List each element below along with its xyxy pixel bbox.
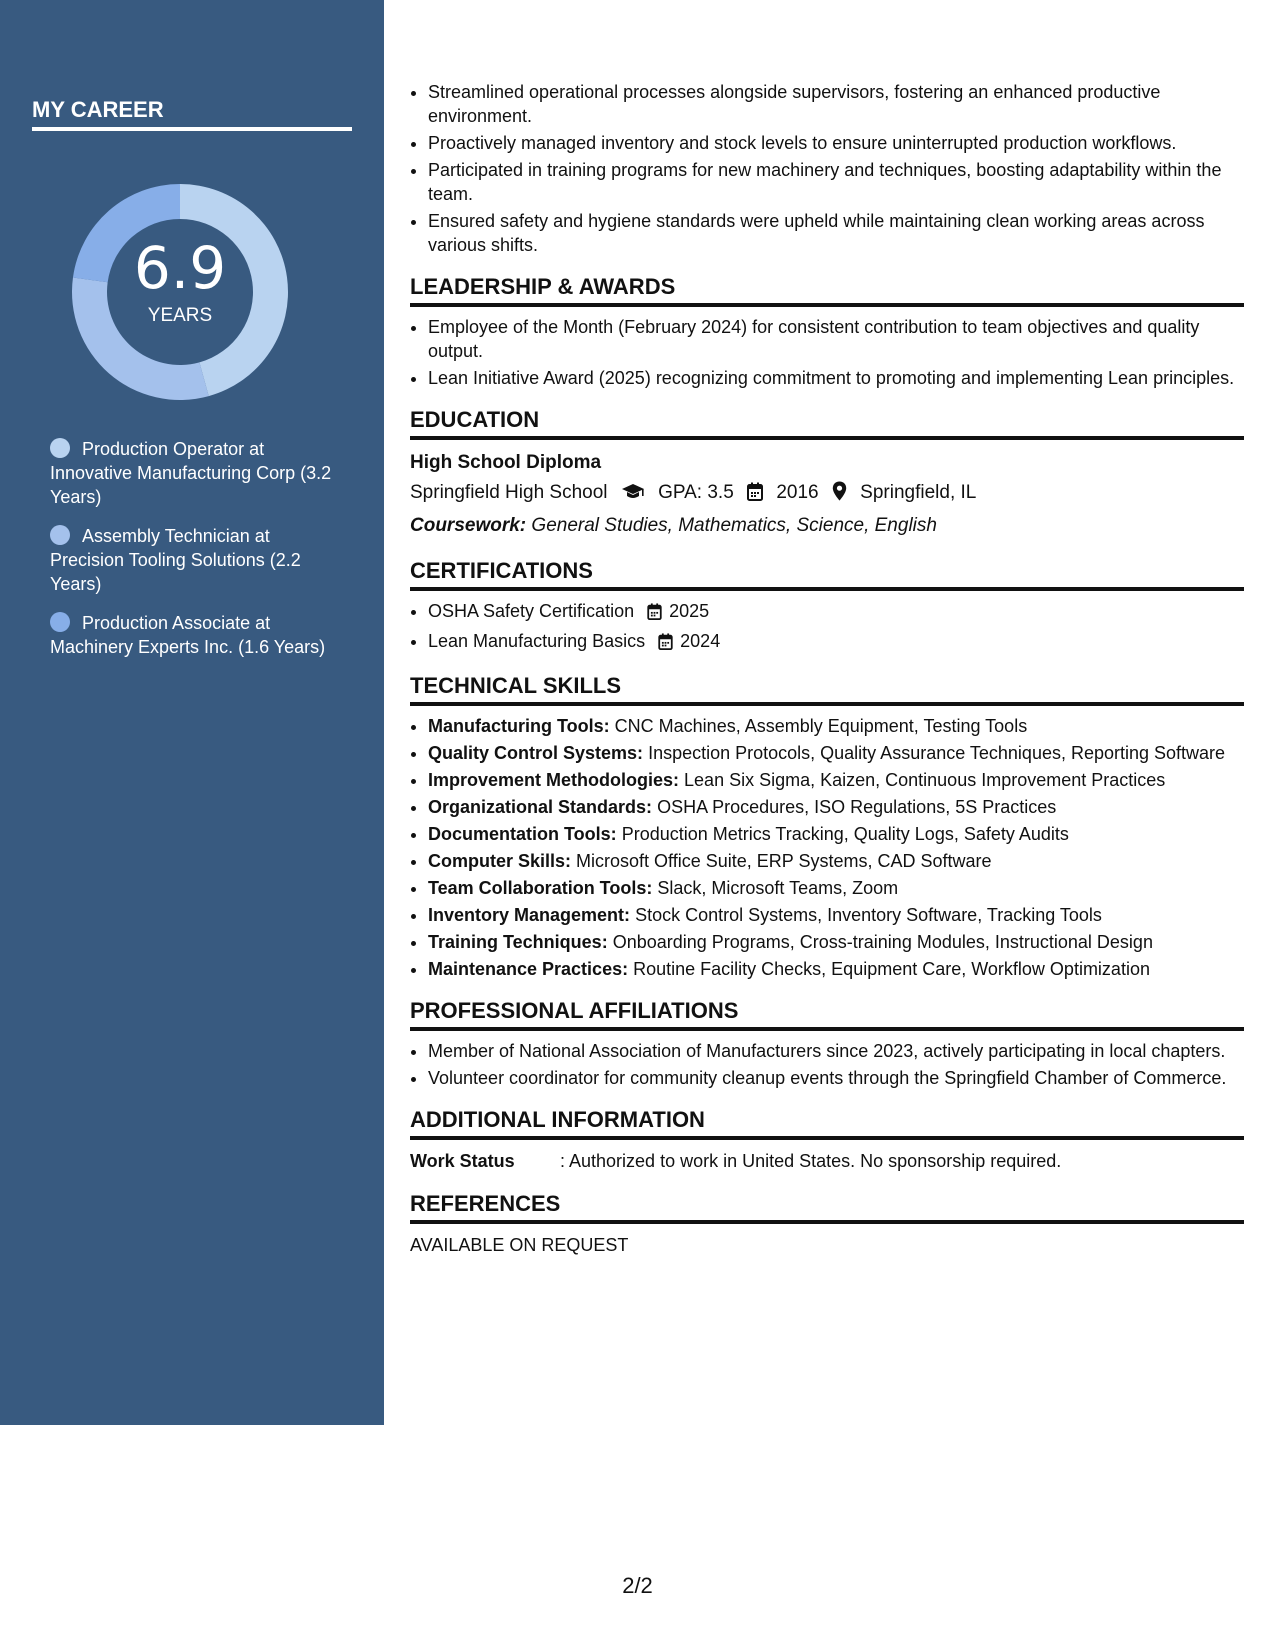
career-item xyxy=(50,524,340,596)
calendar-icon xyxy=(747,481,763,511)
skill-item xyxy=(428,714,1244,738)
affiliations-title: PROFESSIONAL AFFILIATIONS xyxy=(410,997,1244,1031)
certifications-title: CERTIFICATIONS xyxy=(410,557,1244,591)
certification-name: OSHA Safety Certification xyxy=(428,601,635,621)
skill-item xyxy=(428,822,1244,846)
references-text: AVAILABLE ON REQUEST xyxy=(410,1235,629,1255)
experience-bullet: • Participated in training programs for new machinery and techniques, boosting adaptability within the team. xyxy=(428,158,1244,206)
graduation-cap-icon xyxy=(621,481,645,511)
skill-label: Team Collaboration Tools: xyxy=(428,878,653,898)
skill-item xyxy=(428,903,1244,927)
skill-label: Computer Skills: xyxy=(428,851,572,871)
skill-item xyxy=(428,849,1244,873)
career-item-text: Production Associate at Machinery Experts Inc. (1.6 Years) xyxy=(50,613,326,657)
location-pin-icon xyxy=(832,481,847,511)
skills-title: TECHNICAL SKILLS xyxy=(410,672,1244,706)
skill-value: Onboarding Programs, Cross-training Modules, Instructional Design xyxy=(612,932,1153,952)
skill-label: Documentation Tools: xyxy=(428,824,617,844)
skill-label: Inventory Management: xyxy=(428,905,631,925)
skill-value: Slack, Microsoft Teams, Zoom xyxy=(657,878,899,898)
leadership-list xyxy=(410,315,1244,390)
affiliations-list xyxy=(410,1039,1244,1090)
certification-name: Lean Manufacturing Basics xyxy=(428,631,646,651)
education-coursework xyxy=(410,511,1244,541)
certifications-list xyxy=(410,599,1244,656)
career-item xyxy=(50,611,340,659)
skill-label: Manufacturing Tools: xyxy=(428,716,610,736)
education-year: 2016 xyxy=(776,482,819,503)
sidebar xyxy=(0,0,384,1425)
skill-value: Lean Six Sigma, Kaizen, Continuous Improvement Practices xyxy=(684,770,1166,790)
work-status-label: Work Status xyxy=(410,1151,515,1171)
calendar-icon xyxy=(647,602,662,626)
skill-value: Stock Control Systems, Inventory Software, Tracking Tools xyxy=(635,905,1102,925)
certification-year: 2025 xyxy=(669,601,710,621)
skill-item xyxy=(428,741,1244,765)
experience-bullet: • Ensured safety and hygiene standards were upheld while maintaining clean working areas across various shifts. xyxy=(428,209,1244,257)
education-title: EDUCATION xyxy=(410,406,1244,440)
skill-label: Training Techniques: xyxy=(428,932,608,952)
career-item-text: Assembly Technician at Precision Tooling Solutions (2.2 Years) xyxy=(50,526,301,594)
career-item-text: Production Operator at Innovative Manufacturing Corp (3.2 Years) xyxy=(50,439,332,507)
certification-item xyxy=(428,629,1244,656)
education-location: Springfield, IL xyxy=(860,482,977,503)
calendar-icon xyxy=(658,632,673,656)
experience-bullet: • Streamlined operational processes alongside supervisors, fostering an enhanced productive environment. xyxy=(428,80,1244,128)
career-title: MY CAREER xyxy=(32,97,352,131)
education-degree: High School Diploma xyxy=(410,452,602,473)
work-status-row xyxy=(410,1148,1244,1174)
leadership-item: • Lean Initiative Award (2025) recognizing commitment to promoting and implementing Lean principles. xyxy=(428,366,1244,390)
leadership-title: LEADERSHIP & AWARDS xyxy=(410,273,1244,307)
total-years-value: 6.9 xyxy=(133,234,227,302)
leadership-item: • Employee of the Month (February 2024) for consistent contribution to team objectives and quality output. xyxy=(428,315,1244,363)
skill-value: Microsoft Office Suite, ERP Systems, CAD Software xyxy=(576,851,992,871)
skill-label: Improvement Methodologies: xyxy=(428,770,680,790)
page-number: 2/2 xyxy=(622,1573,653,1598)
work-status-value: : Authorized to work in United States. No sponsorship required. xyxy=(560,1151,1062,1171)
main-content xyxy=(410,80,1244,1258)
experience-bullets xyxy=(410,80,1244,257)
certification-item xyxy=(428,599,1244,626)
skill-value: CNC Machines, Assembly Equipment, Testing Tools xyxy=(614,716,1028,736)
coursework-label: Coursework: xyxy=(410,515,527,536)
skill-item xyxy=(428,957,1244,981)
total-years-label: YEARS xyxy=(147,305,213,326)
skill-item xyxy=(428,930,1244,954)
skills-list xyxy=(410,714,1244,981)
references-title: REFERENCES xyxy=(410,1190,1244,1224)
legend-dot xyxy=(50,438,70,458)
career-list xyxy=(50,437,340,674)
skill-label: Organizational Standards: xyxy=(428,797,653,817)
skill-value: OSHA Procedures, ISO Regulations, 5S Practices xyxy=(657,797,1057,817)
legend-dot xyxy=(50,612,70,632)
skill-value: Routine Facility Checks, Equipment Care, Workflow Optimization xyxy=(633,959,1150,979)
skill-item xyxy=(428,768,1244,792)
career-item xyxy=(50,437,340,509)
skill-label: Quality Control Systems: xyxy=(428,743,644,763)
experience-bullet: • Proactively managed inventory and stock levels to ensure uninterrupted production workflows. xyxy=(428,131,1244,155)
education-gpa: GPA: 3.5 xyxy=(658,482,734,503)
skill-label: Maintenance Practices: xyxy=(428,959,629,979)
education-school: Springfield High School xyxy=(410,482,608,503)
certification-year: 2024 xyxy=(680,631,721,651)
skill-item xyxy=(428,795,1244,819)
additional-info-title: ADDITIONAL INFORMATION xyxy=(410,1106,1244,1140)
affiliation-item: • Member of National Association of Manufacturers since 2023, actively participating in local chapters. xyxy=(428,1039,1244,1063)
education-details xyxy=(410,478,1244,511)
coursework-value: General Studies, Mathematics, Science, English xyxy=(531,515,937,536)
legend-dot xyxy=(50,525,70,545)
affiliation-item: • Volunteer coordinator for community cleanup events through the Springfield Chamber of Commerce. xyxy=(428,1066,1244,1090)
skill-item xyxy=(428,876,1244,900)
career-donut-chart xyxy=(64,176,296,408)
skill-value: Production Metrics Tracking, Quality Logs, Safety Audits xyxy=(621,824,1069,844)
skill-value: Inspection Protocols, Quality Assurance Techniques, Reporting Software xyxy=(648,743,1226,763)
